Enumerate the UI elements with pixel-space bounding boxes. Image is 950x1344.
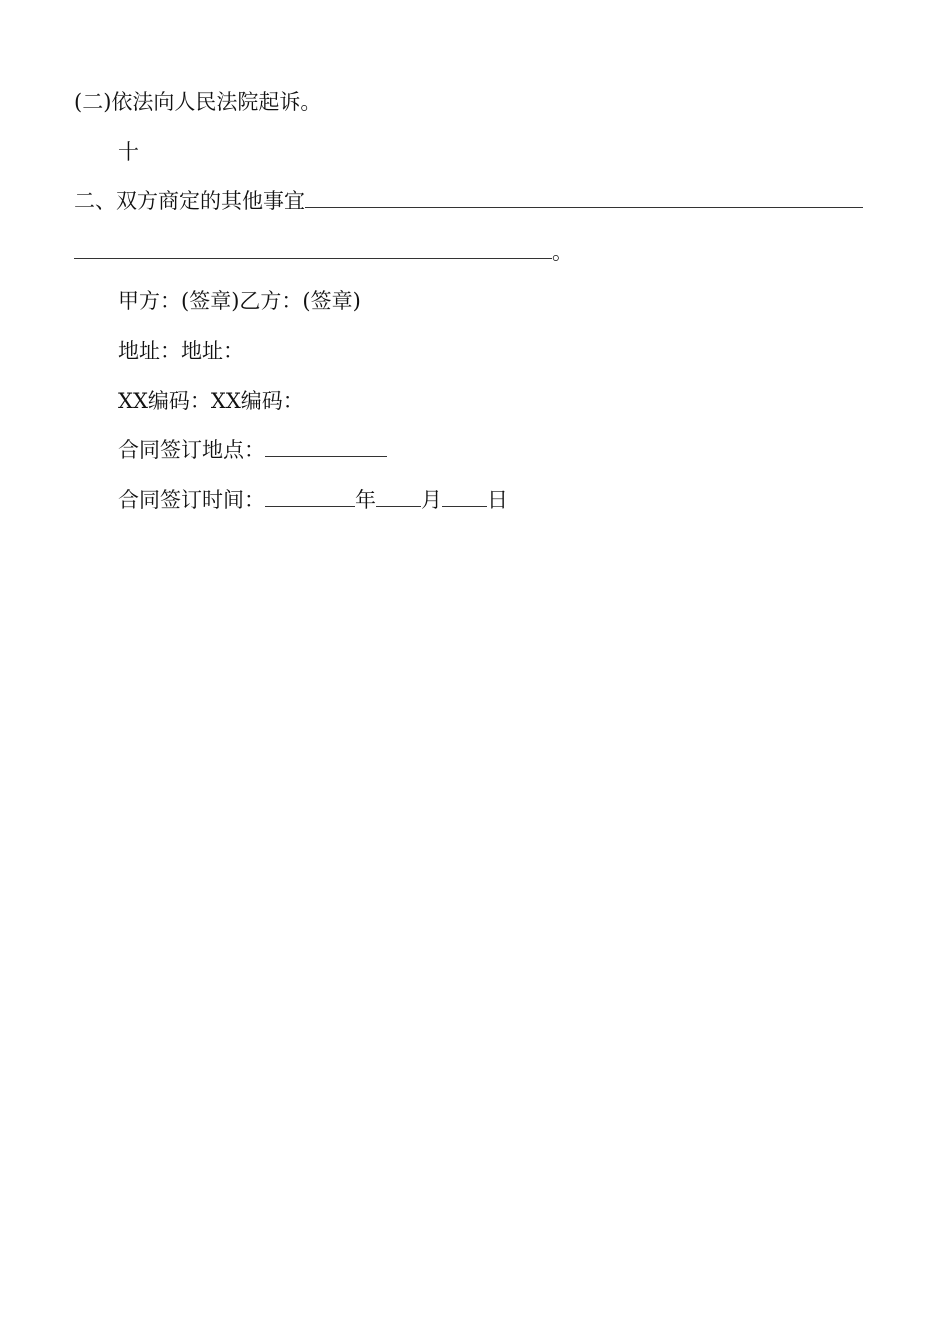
postal-code-line: XX编码：XX编码：	[118, 389, 304, 413]
day-blank	[442, 486, 487, 507]
other-matters-blank	[305, 187, 863, 208]
section-number-ten: 十	[118, 140, 139, 164]
sign-place-label: 合同签订地点：	[118, 438, 265, 462]
other-matters-blank-2	[74, 238, 552, 259]
party-signatures: 甲方：(签章)乙方：(签章)	[118, 289, 361, 313]
other-matters-label: 二、双方商定的其他事宜	[74, 189, 305, 213]
sign-time-line	[118, 486, 508, 514]
sign-place-line	[118, 436, 387, 464]
month-blank	[376, 486, 421, 507]
year-blank	[265, 486, 355, 507]
other-matters-line	[74, 187, 863, 215]
year-label: 年	[355, 488, 376, 512]
clause-item-2: (二)依法向人民法院起诉。	[74, 90, 322, 114]
day-label: 日	[487, 488, 508, 512]
month-label: 月	[421, 488, 442, 512]
other-matters-continuation	[74, 238, 573, 266]
sentence-period: 。	[552, 240, 573, 264]
address-line: 地址：地址：	[118, 339, 244, 363]
sign-time-label: 合同签订时间：	[118, 488, 265, 512]
sign-place-blank	[265, 436, 387, 457]
